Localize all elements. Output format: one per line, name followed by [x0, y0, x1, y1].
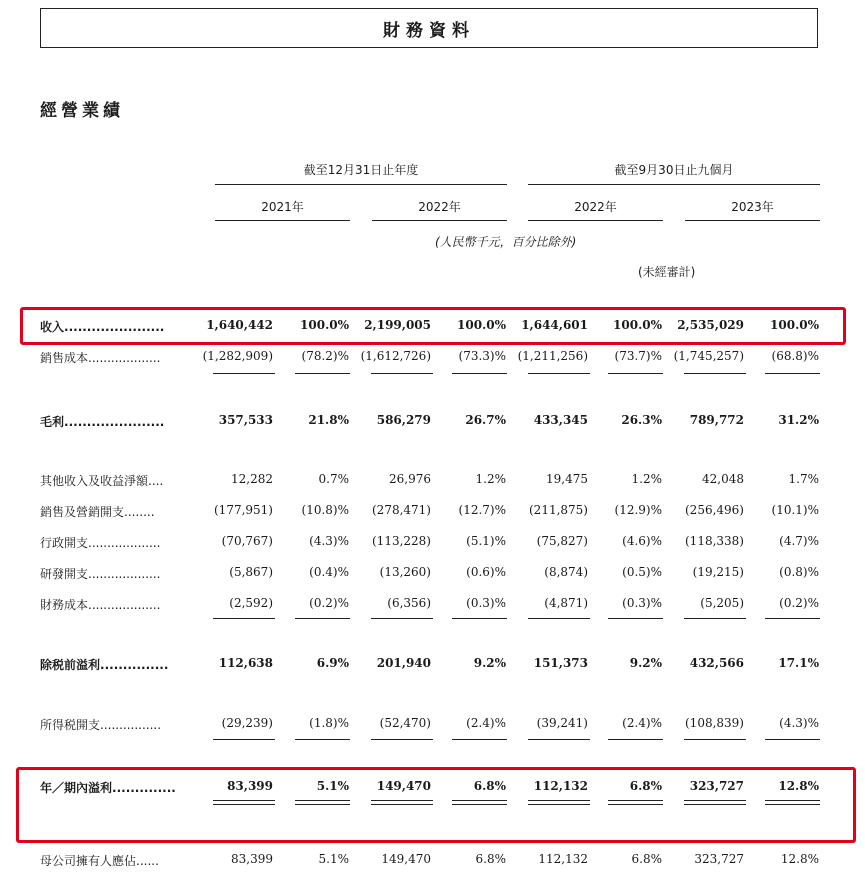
table-row — [0, 656, 865, 678]
subtotal-rule — [213, 739, 275, 740]
period-header-nine-months: 截至9月30日止九個月 — [614, 163, 734, 177]
amount-cell: (13,260) — [379, 565, 431, 579]
subtotal-rule — [371, 618, 433, 619]
subtotal-rule — [765, 618, 820, 619]
table-row — [0, 472, 865, 494]
unaudited-note: (未經審計) — [638, 265, 696, 279]
percent-cell: 6.8% — [629, 779, 662, 793]
amount-cell: (278,471) — [372, 503, 431, 517]
percent-cell: (0.2)% — [309, 596, 349, 610]
amount-cell: 2,199,005 — [364, 318, 431, 332]
percent-cell: 100.0% — [300, 318, 349, 332]
amount-cell: (52,470) — [379, 716, 431, 730]
percent-cell: (0.3)% — [466, 596, 506, 610]
period-header-full-year: 截至12月31日止年度 — [303, 163, 419, 177]
amount-cell: (113,228) — [372, 534, 431, 548]
percent-cell: 17.1% — [778, 656, 819, 670]
row-label-dots: ...................... — [64, 320, 165, 334]
percent-cell: (5.1)% — [466, 534, 506, 548]
table-row — [0, 534, 865, 556]
percent-cell: 12.8% — [778, 779, 819, 793]
percent-cell: 1.2% — [631, 472, 662, 486]
row-label — [40, 534, 190, 551]
row-label-text: 銷售及營銷開支 — [40, 505, 125, 519]
table-row — [0, 565, 865, 587]
amount-cell: (4,871) — [544, 596, 588, 610]
amount-cell: (19,215) — [692, 565, 744, 579]
year-header-2: 2022年 — [418, 200, 461, 214]
percent-cell: 9.2% — [473, 656, 506, 670]
subtotal-rule — [765, 373, 820, 374]
percent-cell: 31.2% — [778, 413, 819, 427]
amount-cell: 789,772 — [689, 413, 744, 427]
percent-cell: 9.2% — [629, 656, 662, 670]
percent-cell: (2.4)% — [466, 716, 506, 730]
subtotal-rule — [608, 739, 663, 740]
table-row — [0, 596, 865, 618]
highlight-box-revenue — [20, 307, 846, 345]
row-label — [40, 472, 190, 489]
subtotal-rule — [213, 618, 275, 619]
percent-cell: (0.5)% — [622, 565, 662, 579]
amount-cell: 433,345 — [533, 413, 588, 427]
row-label-text: 行政開支 — [40, 536, 89, 550]
row-label-dots: ................ — [100, 718, 162, 732]
amount-cell: (1,282,909) — [202, 349, 273, 363]
subtotal-rule — [452, 373, 507, 374]
amount-cell: (1,612,726) — [360, 349, 431, 363]
amount-cell: (75,827) — [536, 534, 588, 548]
table-row — [0, 349, 865, 371]
subtotal-rule — [608, 618, 663, 619]
subtotal-rule — [528, 618, 590, 619]
percent-cell: (0.6)% — [466, 565, 506, 579]
amount-cell: (2,592) — [229, 596, 273, 610]
row-label-text: 母公司擁有人應佔 — [40, 854, 137, 868]
percent-cell: (73.3)% — [458, 349, 506, 363]
amount-cell: (177,951) — [214, 503, 273, 517]
row-label — [40, 596, 190, 613]
year-header-4: 2023年 — [731, 200, 774, 214]
year-header-rule-2 — [372, 220, 507, 221]
row-label-dots: ...................... — [64, 415, 165, 429]
row-label — [40, 656, 190, 673]
subtotal-rule — [608, 373, 663, 374]
amount-cell: 19,475 — [546, 472, 588, 486]
row-label-dots: ................... — [88, 536, 161, 550]
amount-cell: 112,132 — [538, 852, 588, 866]
row-label-dots: ................... — [88, 351, 161, 365]
subtotal-rule — [371, 373, 433, 374]
percent-cell: (0.3)% — [622, 596, 662, 610]
subtotal-rule — [684, 373, 746, 374]
row-label-text: 收入 — [40, 320, 65, 334]
year-header-rule-1 — [215, 220, 350, 221]
amount-cell: (1,745,257) — [673, 349, 744, 363]
highlight-box-profit — [16, 767, 856, 843]
amount-cell: (1,211,256) — [517, 349, 588, 363]
row-label-text: 銷售成本 — [40, 351, 89, 365]
period-header-rule-right — [528, 184, 820, 185]
amount-cell: 2,535,029 — [677, 318, 744, 332]
table-row — [0, 716, 865, 738]
percent-cell: 6.9% — [316, 656, 349, 670]
table-row — [0, 852, 865, 874]
percent-cell: 100.0% — [457, 318, 506, 332]
amount-cell: 201,940 — [376, 656, 431, 670]
amount-cell: 323,727 — [689, 779, 744, 793]
subtotal-rule — [452, 739, 507, 740]
percent-cell: 6.8% — [631, 852, 662, 866]
row-label-dots: ................... — [88, 567, 161, 581]
subtotal-rule — [295, 373, 350, 374]
amount-cell: (118,338) — [685, 534, 744, 548]
row-label — [40, 349, 190, 366]
percent-cell: (68.8)% — [771, 349, 819, 363]
amount-cell: (211,875) — [529, 503, 588, 517]
percent-cell: (4.7)% — [779, 534, 819, 548]
table-row — [0, 503, 865, 525]
percent-cell: 100.0% — [770, 318, 819, 332]
row-label-text: 除税前溢利 — [40, 658, 101, 672]
percent-cell: 1.7% — [788, 472, 819, 486]
amount-cell: (39,241) — [536, 716, 588, 730]
percent-cell: 6.8% — [473, 779, 506, 793]
amount-cell: 1,640,442 — [206, 318, 273, 332]
amount-cell: (6,356) — [387, 596, 431, 610]
unit-note: (人民幣千元，百分比除外) — [435, 235, 577, 249]
subtotal-rule — [371, 739, 433, 740]
section-title: 經營業績 — [40, 101, 124, 121]
percent-cell: (73.7)% — [614, 349, 662, 363]
amount-cell: 149,470 — [376, 779, 431, 793]
amount-cell: 432,566 — [689, 656, 744, 670]
amount-cell: (256,496) — [685, 503, 744, 517]
row-label-dots: ................... — [88, 598, 161, 612]
row-label-text: 所得税開支 — [40, 718, 101, 732]
percent-cell: (78.2)% — [301, 349, 349, 363]
row-label-dots: ........ — [124, 505, 155, 519]
amount-cell: (8,874) — [544, 565, 588, 579]
year-header-3: 2022年 — [574, 200, 617, 214]
percent-cell: (4.3)% — [779, 716, 819, 730]
subtotal-rule — [213, 373, 275, 374]
amount-cell: 1,644,601 — [521, 318, 588, 332]
row-label-text: 研發開支 — [40, 567, 89, 581]
row-label — [40, 413, 190, 430]
percent-cell: (1.8)% — [309, 716, 349, 730]
amount-cell: (5,205) — [700, 596, 744, 610]
row-label-text: 其他收入及收益淨額 — [40, 474, 149, 488]
subtotal-rule — [684, 618, 746, 619]
amount-cell: (5,867) — [229, 565, 273, 579]
amount-cell: 42,048 — [702, 472, 744, 486]
row-label — [40, 716, 190, 733]
row-label — [40, 503, 190, 520]
amount-cell: 83,399 — [227, 779, 273, 793]
percent-cell: 1.2% — [475, 472, 506, 486]
subtotal-rule — [295, 739, 350, 740]
percent-cell: (12.7)% — [458, 503, 506, 517]
subtotal-rule — [528, 739, 590, 740]
percent-cell: 5.1% — [318, 852, 349, 866]
amount-cell: 12,282 — [231, 472, 273, 486]
amount-cell: 112,638 — [218, 656, 273, 670]
year-header-rule-4 — [685, 220, 820, 221]
amount-cell: (70,767) — [221, 534, 273, 548]
percent-cell: (12.9)% — [614, 503, 662, 517]
row-label-text: 毛利 — [40, 415, 65, 429]
subtotal-rule — [452, 618, 507, 619]
row-label-text: 財務成本 — [40, 598, 89, 612]
percent-cell: 26.3% — [621, 413, 662, 427]
percent-cell: (0.2)% — [779, 596, 819, 610]
amount-cell: (29,239) — [221, 716, 273, 730]
percent-cell: 5.1% — [316, 779, 349, 793]
amount-cell: 83,399 — [231, 852, 273, 866]
percent-cell: (4.6)% — [622, 534, 662, 548]
amount-cell: 26,976 — [389, 472, 431, 486]
percent-cell: (0.4)% — [309, 565, 349, 579]
amount-cell: (108,839) — [685, 716, 744, 730]
percent-cell: 100.0% — [613, 318, 662, 332]
row-label-dots: .... — [148, 474, 164, 488]
percent-cell: 26.7% — [465, 413, 506, 427]
row-label-dots: .............. — [112, 781, 176, 795]
row-label — [40, 852, 190, 869]
page-title: 財務資料 — [40, 8, 818, 48]
percent-cell: 0.7% — [318, 472, 349, 486]
row-label-dots: ...... — [136, 854, 159, 868]
subtotal-rule — [765, 739, 820, 740]
row-label-text: 年／期內溢利 — [40, 781, 113, 795]
amount-cell: 586,279 — [376, 413, 431, 427]
percent-cell: (2.4)% — [622, 716, 662, 730]
table-row — [0, 413, 865, 435]
year-header-1: 2021年 — [261, 200, 304, 214]
subtotal-rule — [295, 618, 350, 619]
year-header-rule-3 — [528, 220, 663, 221]
percent-cell: (0.8)% — [779, 565, 819, 579]
percent-cell: (4.3)% — [309, 534, 349, 548]
amount-cell: 357,533 — [218, 413, 273, 427]
row-label-dots: ............... — [100, 658, 169, 672]
amount-cell: 112,132 — [533, 779, 588, 793]
percent-cell: 6.8% — [475, 852, 506, 866]
period-header-rule-left — [215, 184, 507, 185]
percent-cell: (10.1)% — [771, 503, 819, 517]
amount-cell: 151,373 — [533, 656, 588, 670]
percent-cell: 21.8% — [308, 413, 349, 427]
subtotal-rule — [684, 739, 746, 740]
row-label — [40, 565, 190, 582]
amount-cell: 149,470 — [381, 852, 431, 866]
percent-cell: (10.8)% — [301, 503, 349, 517]
percent-cell: 12.8% — [780, 852, 819, 866]
subtotal-rule — [528, 373, 590, 374]
amount-cell: 323,727 — [694, 852, 744, 866]
